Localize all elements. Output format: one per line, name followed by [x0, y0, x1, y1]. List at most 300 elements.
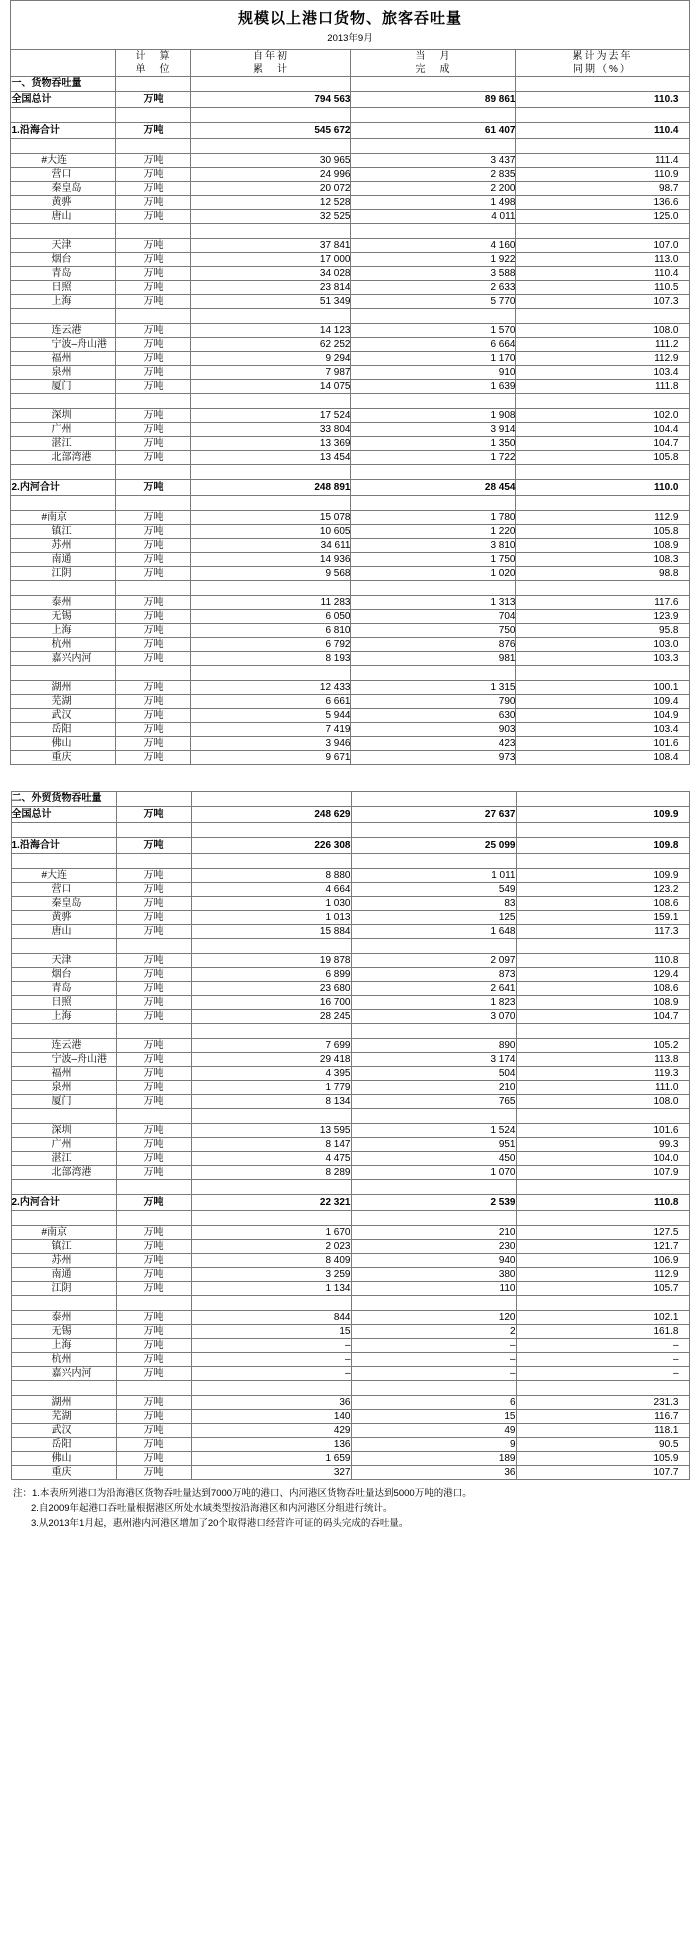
- spacer-cell: [191, 1211, 351, 1226]
- spacer-cell: [11, 1180, 116, 1195]
- row-yoy-value: 101.6: [516, 737, 689, 751]
- row-unit: 万吨: [116, 596, 191, 610]
- spacer-cell: [351, 1296, 516, 1311]
- row-month-value: 981: [351, 652, 516, 666]
- row-unit: 万吨: [116, 239, 191, 253]
- row-label: 无锡: [11, 1325, 116, 1339]
- table-row: [11, 239, 689, 253]
- spacer-cell: [11, 1024, 116, 1039]
- row-yoy-value: 110.4: [516, 267, 689, 281]
- spacer-row: [11, 139, 689, 154]
- row-unit: 万吨: [116, 1396, 191, 1410]
- row-label: 江阴: [11, 567, 116, 581]
- row-yoy-value: –: [516, 1339, 689, 1353]
- table-row: [11, 1195, 689, 1211]
- row-unit: 万吨: [116, 267, 191, 281]
- row-ytd-value: 226 308: [191, 838, 351, 854]
- spacer-cell: [191, 1296, 351, 1311]
- row-month-value: 28 454: [351, 480, 516, 496]
- header-month-line1: 当 月: [415, 51, 452, 62]
- table-row: [11, 1166, 689, 1180]
- row-unit: 万吨: [116, 638, 191, 652]
- row-unit: 万吨: [116, 1466, 191, 1480]
- row-unit: 万吨: [116, 1254, 191, 1268]
- row-unit: 万吨: [116, 897, 191, 911]
- spacer-row: [11, 1024, 689, 1039]
- row-yoy-value: 102.0: [516, 409, 689, 423]
- table-row: [11, 610, 689, 624]
- spacer-cell: [116, 1109, 191, 1124]
- row-label: 泉州: [11, 1081, 116, 1095]
- row-ytd-value: 6 810: [191, 624, 351, 638]
- row-month-value: 2 097: [351, 954, 516, 968]
- row-yoy-value: 108.3: [516, 553, 689, 567]
- spacer-cell: [116, 666, 191, 681]
- spacer-row: [11, 224, 689, 239]
- table-row: [11, 1053, 689, 1067]
- table-row: [11, 366, 689, 380]
- row-label: 湖州: [11, 1396, 116, 1410]
- row-label: 南通: [11, 1268, 116, 1282]
- row-yoy-value: 98.7: [516, 182, 689, 196]
- spacer-row: [11, 108, 689, 123]
- row-unit: 万吨: [116, 1010, 191, 1024]
- note-3: 3.从2013年1月起，惠州港内河港区增加了20个取得港口经营许可证的码头完成的吞吐量。: [31, 1518, 409, 1529]
- row-month-value: 3 437: [351, 154, 516, 168]
- row-ytd-value: 7 987: [191, 366, 351, 380]
- row-ytd-value: 24 996: [191, 168, 351, 182]
- header-yoy-line1: 累计为去年: [572, 51, 633, 62]
- row-ytd-value: 62 252: [191, 338, 351, 352]
- table-row: [11, 423, 689, 437]
- row-unit: 万吨: [116, 1424, 191, 1438]
- row-month-value: 1 170: [351, 352, 516, 366]
- row-unit: 万吨: [116, 1268, 191, 1282]
- row-yoy-value: 123.2: [516, 883, 689, 897]
- note-2: 2.自2009年起港口吞吐量根据港区所处水域类型按沿海港区和内河港区分组进行统计。: [31, 1503, 393, 1514]
- row-ytd-value: 15 884: [191, 925, 351, 939]
- spacer-cell: [191, 224, 351, 239]
- row-unit: 万吨: [116, 1311, 191, 1325]
- table-row: [11, 511, 689, 525]
- spacer-cell: [516, 496, 689, 511]
- row-month-value: 380: [351, 1268, 516, 1282]
- spacer-cell: [116, 309, 191, 324]
- spacer-row: [11, 854, 689, 869]
- row-label: 广州: [11, 1138, 116, 1152]
- row-month-value: 2 835: [351, 168, 516, 182]
- row-month-value: 423: [351, 737, 516, 751]
- row-label: 日照: [11, 996, 116, 1010]
- row-unit: 万吨: [116, 511, 191, 525]
- row-yoy-value: 111.4: [516, 154, 689, 168]
- table-row: [11, 352, 689, 366]
- row-ytd-value: 844: [191, 1311, 351, 1325]
- table-row: [11, 1039, 689, 1053]
- spacer-row: [11, 465, 689, 480]
- row-label: 芜湖: [11, 1410, 116, 1424]
- row-ytd-value: 11 283: [191, 596, 351, 610]
- title-row: [11, 1, 689, 50]
- row-yoy-value: 110.3: [516, 92, 689, 108]
- row-label: 嘉兴内河: [11, 1367, 116, 1381]
- spacer-row: [11, 496, 689, 511]
- row-month-value: 1 722: [351, 451, 516, 465]
- row-label: 泉州: [11, 366, 116, 380]
- row-unit: 万吨: [116, 210, 191, 224]
- row-yoy-value: 161.8: [516, 1325, 689, 1339]
- table-row: [11, 253, 689, 267]
- empty-cell: [191, 792, 351, 807]
- row-ytd-value: 28 245: [191, 1010, 351, 1024]
- row-yoy-value: 116.7: [516, 1410, 689, 1424]
- spacer-cell: [516, 465, 689, 480]
- row-yoy-value: 110.4: [516, 123, 689, 139]
- table-row: [11, 1138, 689, 1152]
- row-unit: 万吨: [116, 1053, 191, 1067]
- row-ytd-value: 9 671: [191, 751, 351, 765]
- row-ytd-value: 32 525: [191, 210, 351, 224]
- spacer-cell: [116, 108, 191, 123]
- row-label: 厦门: [11, 380, 116, 394]
- row-yoy-value: 127.5: [516, 1226, 689, 1240]
- table-row: [11, 1226, 689, 1240]
- row-yoy-value: 110.8: [516, 954, 689, 968]
- row-label: 泰州: [11, 596, 116, 610]
- table-row: [11, 883, 689, 897]
- row-unit: 万吨: [116, 911, 191, 925]
- row-yoy-value: 107.7: [516, 1466, 689, 1480]
- row-month-value: 1 570: [351, 324, 516, 338]
- row-ytd-value: 5 944: [191, 709, 351, 723]
- row-ytd-value: 14 075: [191, 380, 351, 394]
- row-unit: 万吨: [116, 968, 191, 982]
- table-row: [11, 1067, 689, 1081]
- row-label: 全国总计: [11, 92, 116, 108]
- row-label: 福州: [11, 352, 116, 366]
- row-ytd-value: –: [191, 1367, 351, 1381]
- row-month-value: 1 908: [351, 409, 516, 423]
- spacer-cell: [351, 1381, 516, 1396]
- row-month-value: 3 174: [351, 1053, 516, 1067]
- row-month-value: 2: [351, 1325, 516, 1339]
- row-unit: 万吨: [116, 196, 191, 210]
- row-ytd-value: 12 433: [191, 681, 351, 695]
- row-ytd-value: 136: [191, 1438, 351, 1452]
- header-ytd-line1: 自年初: [252, 51, 289, 62]
- spacer-cell: [351, 939, 516, 954]
- row-yoy-value: 111.8: [516, 380, 689, 394]
- spacer-cell: [516, 666, 689, 681]
- row-unit: 万吨: [116, 1039, 191, 1053]
- row-label: 南通: [11, 553, 116, 567]
- row-month-value: 873: [351, 968, 516, 982]
- spacer-cell: [116, 465, 191, 480]
- row-unit: 万吨: [116, 737, 191, 751]
- row-yoy-value: 105.9: [516, 1452, 689, 1466]
- spacer-row: [11, 1180, 689, 1195]
- table-row: [11, 1424, 689, 1438]
- table-row: [11, 210, 689, 224]
- row-month-value: 790: [351, 695, 516, 709]
- row-month-value: 890: [351, 1039, 516, 1053]
- spacer-cell: [351, 139, 516, 154]
- row-month-value: 210: [351, 1081, 516, 1095]
- spacer-cell: [11, 1381, 116, 1396]
- row-ytd-value: 4 475: [191, 1152, 351, 1166]
- row-label: #南京: [11, 511, 116, 525]
- row-unit: 万吨: [116, 567, 191, 581]
- row-label: #南京: [11, 1226, 116, 1240]
- row-label: 连云港: [11, 1039, 116, 1053]
- row-unit: 万吨: [116, 982, 191, 996]
- row-ytd-value: 6 792: [191, 638, 351, 652]
- row-yoy-value: 109.8: [516, 838, 689, 854]
- row-ytd-value: 29 418: [191, 1053, 351, 1067]
- row-yoy-value: 118.1: [516, 1424, 689, 1438]
- row-label: 上海: [11, 295, 116, 309]
- row-yoy-value: 110.5: [516, 281, 689, 295]
- row-unit: 万吨: [116, 1438, 191, 1452]
- spacer-cell: [116, 1381, 191, 1396]
- section2-body: [11, 807, 689, 1480]
- spacer-cell: [11, 139, 116, 154]
- spacer-cell: [516, 1024, 689, 1039]
- table-row: [11, 1081, 689, 1095]
- row-ytd-value: 12 528: [191, 196, 351, 210]
- spacer-cell: [351, 1211, 516, 1226]
- table-row: [11, 281, 689, 295]
- spacer-cell: [11, 1211, 116, 1226]
- row-unit: 万吨: [116, 295, 191, 309]
- row-month-value: 1 648: [351, 925, 516, 939]
- row-label: 烟台: [11, 968, 116, 982]
- spacer-row: [11, 939, 689, 954]
- spacer-cell: [516, 224, 689, 239]
- row-yoy-value: 102.1: [516, 1311, 689, 1325]
- row-yoy-value: 107.9: [516, 1166, 689, 1180]
- row-ytd-value: 34 611: [191, 539, 351, 553]
- row-yoy-value: 108.6: [516, 897, 689, 911]
- row-ytd-value: 6 050: [191, 610, 351, 624]
- row-month-value: 2 200: [351, 182, 516, 196]
- row-unit: 万吨: [116, 525, 191, 539]
- row-yoy-value: 107.3: [516, 295, 689, 309]
- row-unit: 万吨: [116, 1081, 191, 1095]
- spacer-cell: [11, 939, 116, 954]
- spacer-cell: [191, 939, 351, 954]
- row-month-value: 1 313: [351, 596, 516, 610]
- row-month-value: 2 633: [351, 281, 516, 295]
- row-unit: 万吨: [116, 123, 191, 139]
- table-row: [11, 154, 689, 168]
- row-label: 江阴: [11, 1282, 116, 1296]
- row-month-value: 1 350: [351, 437, 516, 451]
- row-label: 上海: [11, 624, 116, 638]
- row-yoy-value: 159.1: [516, 911, 689, 925]
- spacer-cell: [116, 496, 191, 511]
- header-unit-line1: 计 算: [135, 51, 172, 62]
- row-label: 营口: [11, 168, 116, 182]
- row-ytd-value: 13 454: [191, 451, 351, 465]
- row-unit: 万吨: [116, 610, 191, 624]
- spacer-cell: [351, 394, 516, 409]
- row-month-value: 940: [351, 1254, 516, 1268]
- row-month-value: 1 011: [351, 869, 516, 883]
- row-month-value: 120: [351, 1311, 516, 1325]
- row-month-value: 1 498: [351, 196, 516, 210]
- row-ytd-value: 8 134: [191, 1095, 351, 1109]
- row-ytd-value: 20 072: [191, 182, 351, 196]
- row-label: 镇江: [11, 525, 116, 539]
- row-unit: 万吨: [116, 838, 191, 854]
- page-title: 规模以上港口货物、旅客吞吐量: [237, 10, 462, 27]
- spacer-cell: [516, 854, 689, 869]
- row-month-value: 230: [351, 1240, 516, 1254]
- row-label: 2.内河合计: [11, 1195, 116, 1211]
- row-label: 天津: [11, 954, 116, 968]
- row-unit: 万吨: [116, 366, 191, 380]
- notes-block: [11, 1486, 689, 1531]
- spacer-row: [11, 1109, 689, 1124]
- row-label: 苏州: [11, 539, 116, 553]
- row-yoy-value: 103.3: [516, 652, 689, 666]
- row-ytd-value: 22 321: [191, 1195, 351, 1211]
- row-month-value: 2 539: [351, 1195, 516, 1211]
- row-unit: 万吨: [116, 253, 191, 267]
- row-month-value: 83: [351, 897, 516, 911]
- spacer-cell: [11, 666, 116, 681]
- row-month-value: –: [351, 1339, 516, 1353]
- spacer-cell: [351, 666, 516, 681]
- spacer-cell: [351, 496, 516, 511]
- header-row: [11, 50, 689, 77]
- spacer-row: [11, 823, 689, 838]
- row-label: 福州: [11, 1067, 116, 1081]
- row-label: #大连: [11, 154, 116, 168]
- spacer-cell: [191, 854, 351, 869]
- table-row: [11, 723, 689, 737]
- row-yoy-value: 98.8: [516, 567, 689, 581]
- table-row: [11, 123, 689, 139]
- row-label: 天津: [11, 239, 116, 253]
- row-label: #大连: [11, 869, 116, 883]
- row-label: 唐山: [11, 210, 116, 224]
- empty-cell: [116, 792, 191, 807]
- spacer-cell: [11, 224, 116, 239]
- row-yoy-value: 104.4: [516, 423, 689, 437]
- row-unit: 万吨: [116, 1152, 191, 1166]
- row-yoy-value: 136.6: [516, 196, 689, 210]
- table-row: [11, 638, 689, 652]
- row-ytd-value: –: [191, 1339, 351, 1353]
- row-unit: 万吨: [116, 1166, 191, 1180]
- spacer-cell: [116, 1296, 191, 1311]
- row-yoy-value: –: [516, 1367, 689, 1381]
- section-heading-row: [11, 77, 689, 92]
- row-label: 青岛: [11, 267, 116, 281]
- row-yoy-value: 105.7: [516, 1282, 689, 1296]
- row-label: 佛山: [11, 1452, 116, 1466]
- row-ytd-value: 6 661: [191, 695, 351, 709]
- row-yoy-value: 123.9: [516, 610, 689, 624]
- row-yoy-value: 111.0: [516, 1081, 689, 1095]
- table-row: [11, 1367, 689, 1381]
- spacer-cell: [516, 1180, 689, 1195]
- row-label: 重庆: [11, 1466, 116, 1480]
- row-unit: 万吨: [116, 281, 191, 295]
- spacer-cell: [11, 496, 116, 511]
- spacer-cell: [516, 394, 689, 409]
- row-ytd-value: 15: [191, 1325, 351, 1339]
- table-row: [11, 338, 689, 352]
- section2-heading: 二、外贸货物吞吐量: [11, 792, 116, 807]
- row-month-value: 15: [351, 1410, 516, 1424]
- spacer-cell: [516, 1109, 689, 1124]
- row-yoy-value: 104.7: [516, 1010, 689, 1024]
- row-month-value: 6 664: [351, 338, 516, 352]
- table-row: [11, 996, 689, 1010]
- row-label: 湛江: [11, 1152, 116, 1166]
- row-ytd-value: –: [191, 1353, 351, 1367]
- spacer-cell: [191, 1381, 351, 1396]
- empty-cell: [116, 77, 191, 92]
- row-month-value: 27 637: [351, 807, 516, 823]
- row-month-value: 3 588: [351, 267, 516, 281]
- row-month-value: 1 780: [351, 511, 516, 525]
- table-row: [11, 1339, 689, 1353]
- row-label: 重庆: [11, 751, 116, 765]
- spacer-cell: [516, 1381, 689, 1396]
- row-ytd-value: 1 670: [191, 1226, 351, 1240]
- spacer-row: [11, 581, 689, 596]
- spacer-cell: [191, 1180, 351, 1195]
- row-unit: 万吨: [116, 1325, 191, 1339]
- row-month-value: –: [351, 1367, 516, 1381]
- row-ytd-value: 8 147: [191, 1138, 351, 1152]
- row-month-value: 1 070: [351, 1166, 516, 1180]
- row-yoy-value: 117.3: [516, 925, 689, 939]
- spacer-cell: [191, 823, 351, 838]
- row-ytd-value: 3 259: [191, 1268, 351, 1282]
- row-yoy-value: 112.9: [516, 352, 689, 366]
- row-ytd-value: 33 804: [191, 423, 351, 437]
- row-month-value: 1 524: [351, 1124, 516, 1138]
- row-month-value: 3 070: [351, 1010, 516, 1024]
- row-label: 无锡: [11, 610, 116, 624]
- header-yoy-line2: 同期（%）: [573, 64, 632, 75]
- row-yoy-value: 111.2: [516, 338, 689, 352]
- row-label: 烟台: [11, 253, 116, 267]
- spacer-cell: [191, 139, 351, 154]
- row-ytd-value: 429: [191, 1424, 351, 1438]
- row-ytd-value: 37 841: [191, 239, 351, 253]
- table-row: [11, 652, 689, 666]
- table-row: [11, 954, 689, 968]
- spacer-cell: [351, 1024, 516, 1039]
- header-unit-line2: 单 位: [135, 64, 172, 75]
- row-ytd-value: 1 013: [191, 911, 351, 925]
- row-ytd-value: 1 779: [191, 1081, 351, 1095]
- table-row: [11, 380, 689, 394]
- row-ytd-value: 248 629: [191, 807, 351, 823]
- spacer-cell: [351, 465, 516, 480]
- spacer-cell: [516, 139, 689, 154]
- spacer-cell: [116, 139, 191, 154]
- row-month-value: –: [351, 1353, 516, 1367]
- spacer-cell: [351, 854, 516, 869]
- row-label: 秦皇岛: [11, 897, 116, 911]
